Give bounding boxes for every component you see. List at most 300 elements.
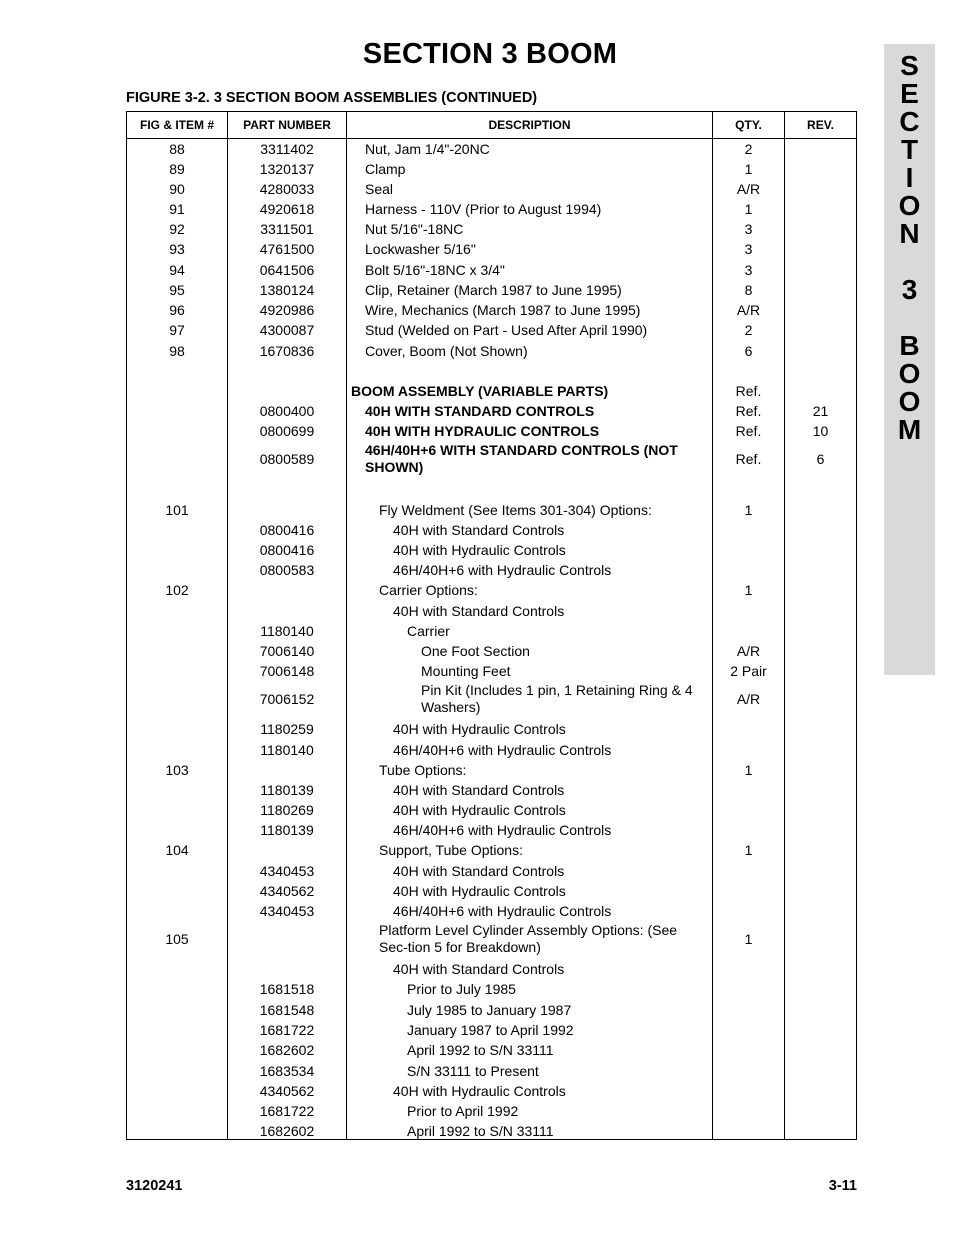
description-cell — [347, 800, 706, 820]
part-number-cell — [228, 901, 346, 921]
rev-cell — [785, 441, 856, 477]
rev-cell — [785, 1061, 856, 1081]
description-cell-text: April 1992 to S/N 33111 — [407, 1041, 554, 1058]
rev-cell — [785, 681, 856, 717]
side-tab-letter — [884, 304, 935, 332]
rev-cell — [785, 179, 856, 199]
description-cell-text: Prior to April 1992 — [407, 1102, 519, 1119]
rev-cell — [785, 959, 856, 979]
rev-cell — [785, 1000, 856, 1020]
part-number-cell-text: 1681722 — [259, 1102, 315, 1119]
fig-item-cell — [127, 520, 227, 540]
fig-item-cell — [127, 861, 227, 881]
rev-cell — [785, 1101, 856, 1121]
qty-cell — [713, 921, 784, 957]
table-row — [127, 540, 856, 560]
fig-item-cell-text: 101 — [165, 501, 189, 518]
table-row — [127, 1040, 856, 1060]
fig-item-cell — [127, 1121, 227, 1141]
column-header-description: DESCRIPTION — [488, 118, 571, 132]
rev-cell — [785, 580, 856, 600]
side-tab-letter: E — [900, 78, 919, 109]
table-row — [127, 500, 856, 520]
description-cell-text: One Foot Section — [421, 642, 530, 659]
description-cell-text: Cover, Boom (Not Shown) — [365, 342, 528, 359]
qty-cell — [713, 199, 784, 219]
fig-item-cell — [127, 959, 227, 979]
fig-item-cell — [127, 1101, 227, 1121]
description-cell — [347, 1040, 706, 1060]
qty-cell-text: 2 — [744, 140, 753, 157]
description-cell-text: Pin Kit (Includes 1 pin, 1 Retaining Ring & 4 Washers) — [421, 682, 693, 715]
fig-item-cell — [127, 901, 227, 921]
fig-item-cell — [127, 780, 227, 800]
qty-cell — [713, 959, 784, 979]
description-cell-text: Tube Options: — [379, 761, 467, 778]
table-row — [127, 1081, 856, 1101]
qty-cell — [713, 901, 784, 921]
qty-cell — [713, 300, 784, 320]
part-number-cell-text: 0800589 — [259, 450, 315, 467]
part-number-cell-text: 1320137 — [259, 160, 315, 177]
part-number-cell — [228, 861, 346, 881]
table-row — [127, 1061, 856, 1081]
part-number-cell-text: 4340453 — [259, 862, 315, 879]
description-cell — [347, 239, 706, 259]
fig-item-cell — [127, 540, 227, 560]
description-cell — [347, 219, 706, 239]
section-side-tab — [884, 44, 935, 675]
rev-cell — [785, 219, 856, 239]
fig-item-cell-text: 105 — [165, 930, 189, 947]
rev-cell — [785, 1040, 856, 1060]
description-cell-text: Prior to July 1985 — [407, 980, 516, 997]
description-cell-text: Nut 5/16"-18NC — [365, 220, 464, 237]
table-row — [127, 179, 856, 199]
rev-cell-text: 10 — [812, 422, 829, 439]
qty-cell — [713, 881, 784, 901]
rev-cell — [785, 800, 856, 820]
qty-cell — [713, 159, 784, 179]
fig-item-cell-text: 93 — [169, 240, 185, 257]
fig-item-cell-text: 89 — [169, 160, 185, 177]
description-cell-text: 40H with Standard Controls — [393, 602, 565, 619]
description-cell-text: 40H with Hydraulic Controls — [393, 882, 566, 899]
qty-cell — [713, 861, 784, 881]
description-cell — [347, 959, 706, 979]
part-number-cell-text: 1670836 — [259, 342, 315, 359]
fig-item-cell-text: 97 — [169, 321, 185, 338]
fig-item-cell — [127, 239, 227, 259]
rev-cell — [785, 341, 856, 361]
description-cell — [347, 580, 706, 600]
description-cell-text: 40H with Hydraulic Controls — [393, 720, 566, 737]
table-row — [127, 681, 856, 717]
part-number-cell-text: 1682602 — [259, 1041, 315, 1058]
description-cell — [347, 341, 706, 361]
qty-cell — [713, 840, 784, 860]
qty-cell — [713, 719, 784, 739]
column-header-fig-item: FIG & ITEM # — [139, 118, 214, 132]
part-number-cell — [228, 800, 346, 820]
qty-cell-text: Ref. — [735, 382, 762, 399]
description-cell-text: 40H with Standard Controls — [393, 862, 565, 879]
fig-item-cell — [127, 1020, 227, 1040]
description-cell-text: 40H with Hydraulic Controls — [393, 1082, 566, 1099]
qty-cell — [713, 601, 784, 621]
description-cell — [347, 921, 706, 957]
table-row — [127, 320, 856, 340]
section-title: SECTION 3 BOOM — [362, 38, 618, 70]
table-row — [127, 861, 856, 881]
rev-cell — [785, 320, 856, 340]
qty-cell-text: 3 — [744, 220, 753, 237]
fig-item-cell-text: 103 — [165, 761, 189, 778]
column-header-rev: REV. — [807, 118, 834, 132]
table-row — [127, 280, 856, 300]
fig-item-cell — [127, 381, 227, 401]
qty-cell — [713, 1081, 784, 1101]
description-cell-text: 40H WITH STANDARD CONTROLS — [365, 402, 595, 419]
side-tab-letter: N — [899, 218, 920, 249]
description-cell-text: 40H with Standard Controls — [393, 960, 565, 977]
rev-cell-text: 6 — [816, 450, 825, 467]
qty-cell-text: 1 — [744, 581, 753, 598]
side-tab-letter: 3 — [901, 274, 918, 305]
part-number-cell-text: 1180140 — [260, 622, 314, 639]
qty-cell — [713, 421, 784, 441]
part-number-cell-text: 1681518 — [259, 980, 315, 997]
rev-cell — [785, 719, 856, 739]
description-cell-text: 46H/40H+6 with Hydraulic Controls — [393, 741, 612, 758]
qty-cell — [713, 1000, 784, 1020]
fig-item-cell — [127, 641, 227, 661]
part-number-cell — [228, 199, 346, 219]
fig-item-cell — [127, 1061, 227, 1081]
rev-cell — [785, 861, 856, 881]
description-cell — [347, 300, 706, 320]
rev-cell — [785, 921, 856, 957]
fig-item-cell — [127, 719, 227, 739]
qty-cell — [713, 621, 784, 641]
description-cell — [347, 641, 706, 661]
table-row — [127, 441, 856, 477]
table-row — [127, 661, 856, 681]
qty-cell — [713, 1040, 784, 1060]
table-row — [127, 800, 856, 820]
description-cell — [347, 320, 706, 340]
qty-cell — [713, 560, 784, 580]
description-cell — [347, 560, 706, 580]
description-cell-text: 46H/40H+6 with Hydraulic Controls — [393, 821, 612, 838]
rev-cell-text: 21 — [812, 402, 829, 419]
part-number-cell-text: 1180269 — [260, 801, 314, 818]
part-number-cell — [228, 780, 346, 800]
rev-cell — [785, 621, 856, 641]
side-tab-letter — [884, 248, 935, 276]
table-row — [127, 881, 856, 901]
rev-cell — [785, 601, 856, 621]
description-cell-text: Harness - 110V (Prior to August 1994) — [365, 200, 602, 217]
part-number-cell-text: 4920618 — [259, 200, 315, 217]
qty-cell — [713, 441, 784, 477]
fig-item-cell — [127, 601, 227, 621]
qty-cell — [713, 1121, 784, 1141]
qty-cell-text: 1 — [744, 501, 753, 518]
qty-cell-text: Ref. — [735, 450, 762, 467]
part-number-cell-text: 0800699 — [259, 422, 315, 439]
fig-item-cell — [127, 500, 227, 520]
part-number-cell-text: 1180140 — [260, 741, 314, 758]
qty-cell — [713, 641, 784, 661]
side-tab-letter: B — [899, 330, 920, 361]
part-number-cell-text: 0800416 — [259, 541, 315, 558]
fig-item-cell-text: 96 — [169, 301, 185, 318]
qty-cell — [713, 661, 784, 681]
qty-cell-text: 3 — [744, 261, 753, 278]
description-cell-text: Lockwasher 5/16" — [365, 240, 476, 257]
rev-cell — [785, 199, 856, 219]
fig-item-cell — [127, 921, 227, 957]
fig-item-cell — [127, 560, 227, 580]
qty-cell-text: 2 Pair — [730, 662, 767, 679]
table-row — [127, 719, 856, 739]
rev-cell — [785, 1121, 856, 1141]
table-row — [127, 959, 856, 979]
qty-cell — [713, 800, 784, 820]
table-row — [127, 401, 856, 421]
description-cell — [347, 621, 706, 641]
description-cell-text: Platform Level Cylinder Assembly Options: (See Sec-tion 5 for Breakdown) — [379, 922, 678, 955]
part-number-cell — [228, 1061, 346, 1081]
qty-cell-text: 8 — [744, 281, 753, 298]
table-row — [127, 621, 856, 641]
part-number-cell — [228, 500, 346, 520]
part-number-cell-text: 1681548 — [259, 1001, 315, 1018]
qty-cell — [713, 280, 784, 300]
description-cell-text: 40H with Hydraulic Controls — [393, 801, 566, 818]
description-cell — [347, 500, 706, 520]
column-header-part-number: PART NUMBER — [243, 118, 331, 132]
part-number-cell — [228, 979, 346, 999]
part-number-cell — [228, 740, 346, 760]
fig-item-cell — [127, 179, 227, 199]
fig-item-cell-text: 104 — [165, 841, 189, 858]
rev-cell — [785, 840, 856, 860]
part-number-cell-text: 7006148 — [259, 662, 315, 679]
part-number-cell-text: 7006152 — [259, 690, 315, 707]
side-tab-letter: O — [898, 190, 921, 221]
rev-cell — [785, 520, 856, 540]
qty-cell — [713, 381, 784, 401]
description-cell-text: 40H with Standard Controls — [393, 781, 565, 798]
description-cell-text: Mounting Feet — [421, 662, 511, 679]
rev-cell — [785, 401, 856, 421]
table-row — [127, 921, 856, 957]
table-row — [127, 1121, 856, 1141]
qty-cell-text: A/R — [736, 180, 761, 197]
fig-item-cell — [127, 199, 227, 219]
part-number-cell-text: 4280033 — [259, 180, 315, 197]
part-number-cell — [228, 139, 346, 159]
part-number-cell-text: 1683534 — [259, 1062, 315, 1079]
side-tab-letter: S — [900, 50, 919, 81]
table-row — [127, 1000, 856, 1020]
fig-item-cell — [127, 219, 227, 239]
part-number-cell-text: 1180259 — [260, 720, 314, 737]
description-cell — [347, 280, 706, 300]
part-number-cell-text: 1180139 — [260, 821, 314, 838]
fig-item-cell-text: 91 — [169, 200, 185, 217]
table-row — [127, 560, 856, 580]
fig-item-cell-text: 94 — [169, 261, 185, 278]
side-tab-letter: O — [898, 358, 921, 389]
qty-cell — [713, 320, 784, 340]
table-row — [127, 199, 856, 219]
part-number-cell — [228, 159, 346, 179]
table-row — [127, 1101, 856, 1121]
fig-item-cell — [127, 139, 227, 159]
description-cell — [347, 520, 706, 540]
part-number-cell — [228, 540, 346, 560]
rev-cell — [785, 239, 856, 259]
qty-cell — [713, 239, 784, 259]
fig-item-cell-text: 102 — [165, 581, 189, 598]
part-number-cell — [228, 641, 346, 661]
fig-item-cell — [127, 681, 227, 717]
fig-item-cell — [127, 800, 227, 820]
part-number-cell — [228, 760, 346, 780]
table-row — [127, 239, 856, 259]
rev-cell — [785, 139, 856, 159]
part-number-cell — [228, 421, 346, 441]
qty-cell-text: A/R — [736, 690, 761, 707]
qty-cell — [713, 500, 784, 520]
description-cell-text: Fly Weldment (See Items 301-304) Options: — [379, 501, 652, 518]
part-number-cell — [228, 820, 346, 840]
part-number-cell-text: 0800416 — [259, 521, 315, 538]
description-cell — [347, 540, 706, 560]
qty-cell — [713, 1101, 784, 1121]
part-number-cell-text: 3311501 — [260, 220, 314, 237]
fig-item-cell — [127, 320, 227, 340]
part-number-cell — [228, 1121, 346, 1141]
rev-cell — [785, 500, 856, 520]
side-tab-letter: I — [905, 162, 914, 193]
qty-cell — [713, 1061, 784, 1081]
description-cell-text: Carrier Options: — [379, 581, 478, 598]
fig-item-cell — [127, 260, 227, 280]
table-row — [127, 760, 856, 780]
table-row — [127, 421, 856, 441]
qty-cell-text: 3 — [744, 240, 753, 257]
description-cell-text: Seal — [365, 180, 394, 197]
description-cell-text: January 1987 to April 1992 — [407, 1021, 574, 1038]
part-number-cell-text: 4340453 — [259, 902, 315, 919]
qty-cell-text: Ref. — [735, 422, 762, 439]
part-number-cell-text: 4340562 — [259, 882, 315, 899]
fig-item-cell — [127, 979, 227, 999]
fig-item-cell-text: 92 — [169, 220, 185, 237]
description-cell — [347, 881, 706, 901]
fig-item-cell — [127, 300, 227, 320]
part-number-cell — [228, 341, 346, 361]
part-number-cell — [228, 320, 346, 340]
part-number-cell-text: 4300087 — [259, 321, 315, 338]
fig-item-cell — [127, 580, 227, 600]
rev-cell — [785, 760, 856, 780]
description-cell — [347, 780, 706, 800]
page-number: 3-11 — [828, 1178, 857, 1194]
table-row — [127, 159, 856, 179]
part-number-cell — [228, 881, 346, 901]
description-cell-text: Wire, Mechanics (March 1987 to June 1995) — [365, 301, 641, 318]
part-number-cell — [228, 1000, 346, 1020]
part-number-cell — [228, 1040, 346, 1060]
qty-cell — [713, 740, 784, 760]
qty-cell-text: Ref. — [735, 402, 762, 419]
description-cell — [347, 1081, 706, 1101]
description-cell — [347, 260, 706, 280]
rev-cell — [785, 661, 856, 681]
part-number-cell-text: 3311402 — [260, 140, 314, 157]
description-cell-text: Clip, Retainer (March 1987 to June 1995) — [365, 281, 622, 298]
description-cell — [347, 861, 706, 881]
part-number-cell-text: 4920986 — [259, 301, 315, 318]
fig-item-cell — [127, 760, 227, 780]
description-cell — [347, 601, 706, 621]
table-row — [127, 580, 856, 600]
part-number-cell — [228, 560, 346, 580]
description-cell — [347, 421, 706, 441]
fig-item-cell — [127, 881, 227, 901]
fig-item-cell — [127, 1000, 227, 1020]
qty-cell — [713, 681, 784, 717]
part-number-cell — [228, 601, 346, 621]
side-tab-letter: T — [900, 134, 919, 165]
rev-cell — [785, 560, 856, 580]
description-cell — [347, 681, 706, 717]
description-cell — [347, 1000, 706, 1020]
rev-cell — [785, 260, 856, 280]
part-number-cell — [228, 1101, 346, 1121]
part-number-cell-text: 4761500 — [259, 240, 315, 257]
table-row — [127, 840, 856, 860]
description-cell-text: 40H with Hydraulic Controls — [393, 541, 566, 558]
description-cell — [347, 441, 706, 477]
description-cell-text: S/N 33111 to Present — [407, 1062, 539, 1079]
part-number-cell — [228, 681, 346, 717]
qty-cell-text: 1 — [744, 841, 753, 858]
part-number-cell-text: 1380124 — [259, 281, 315, 298]
rev-cell — [785, 901, 856, 921]
table-row — [127, 381, 856, 401]
rev-cell — [785, 780, 856, 800]
description-cell-text: Bolt 5/16"-18NC x 3/4" — [365, 261, 505, 278]
rev-cell — [785, 1081, 856, 1101]
fig-item-cell — [127, 1040, 227, 1060]
description-cell-text: Nut, Jam 1/4"-20NC — [365, 140, 490, 157]
table-row — [127, 641, 856, 661]
table-row — [127, 979, 856, 999]
rev-cell — [785, 641, 856, 661]
description-cell — [347, 661, 706, 681]
table-row — [127, 820, 856, 840]
fig-item-cell — [127, 159, 227, 179]
part-number-cell — [228, 719, 346, 739]
fig-item-cell — [127, 820, 227, 840]
rev-cell — [785, 820, 856, 840]
